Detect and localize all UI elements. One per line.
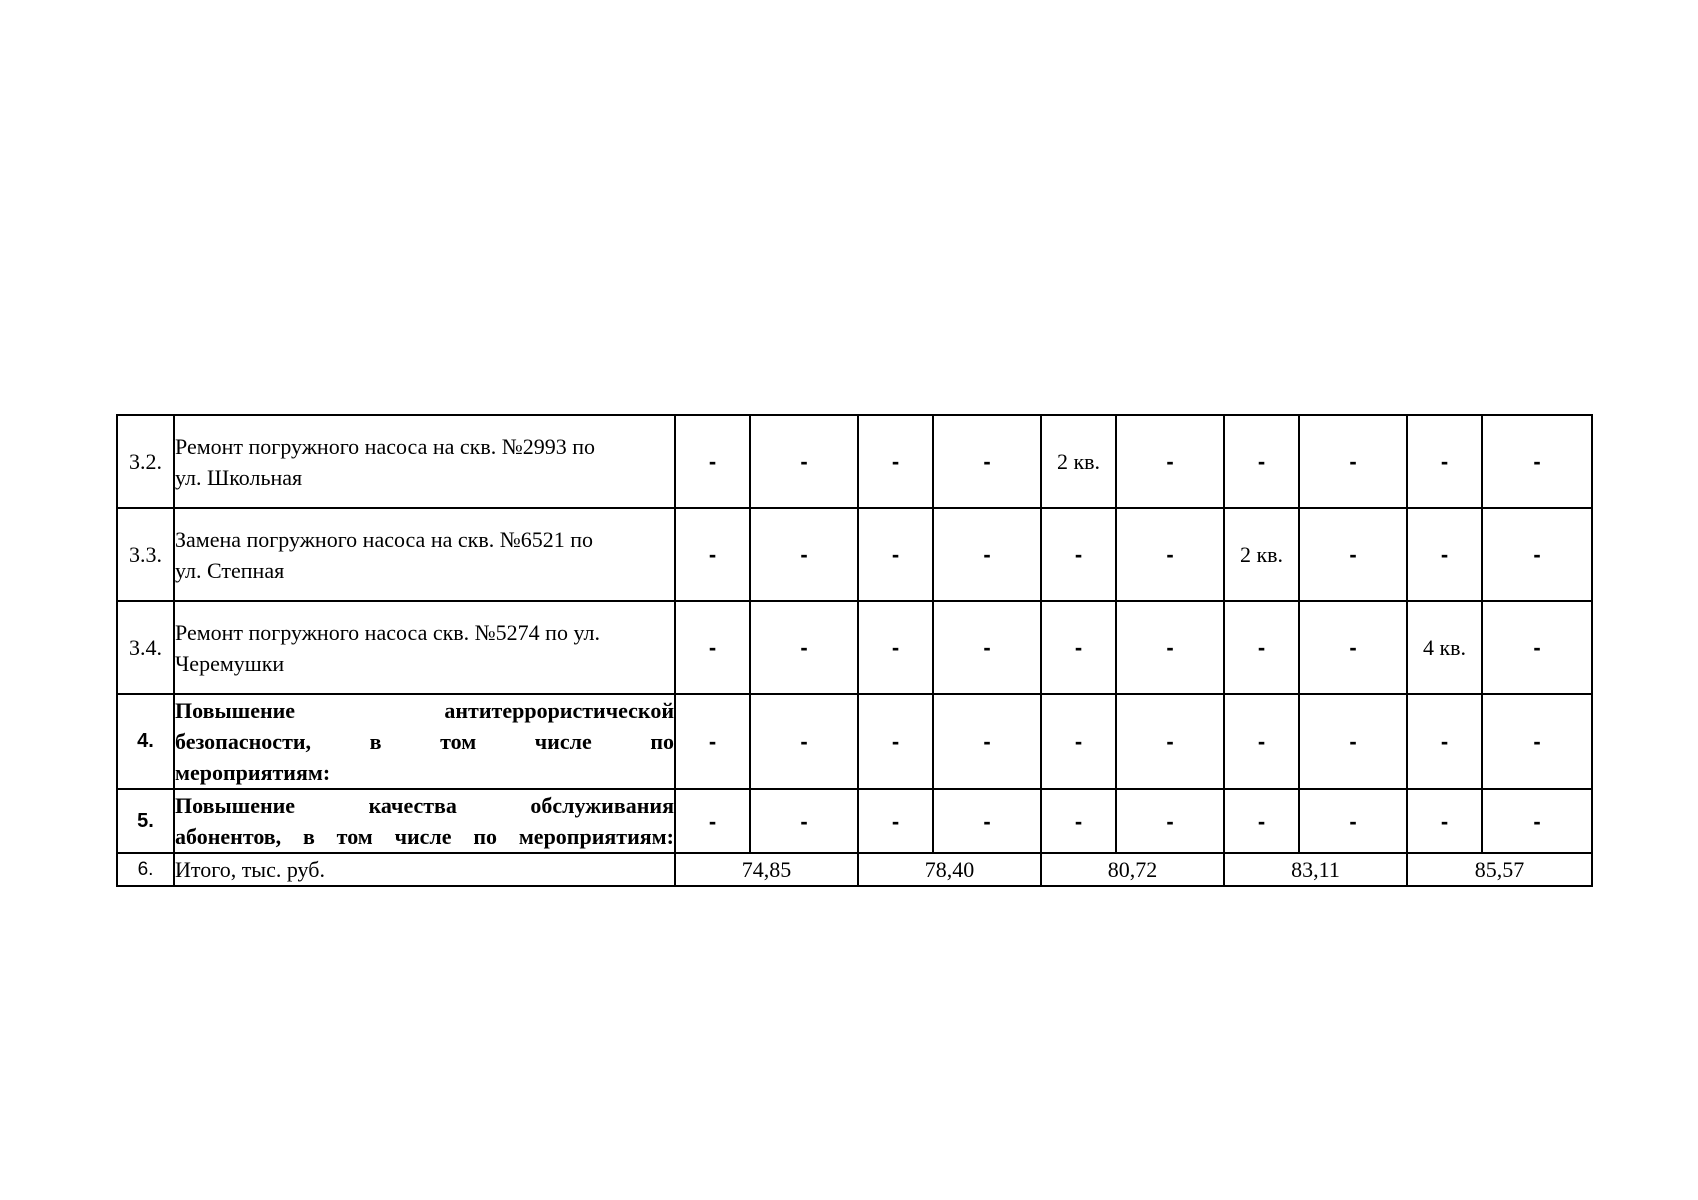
row-number: 4. bbox=[117, 694, 174, 789]
table-cell: - bbox=[1116, 601, 1224, 694]
table-cell: - bbox=[933, 789, 1041, 853]
table-cell: - bbox=[750, 415, 858, 508]
row-number: 6. bbox=[117, 853, 174, 886]
total-value: 80,72 bbox=[1041, 853, 1224, 886]
table-cell: - bbox=[1224, 789, 1299, 853]
table-row bbox=[117, 508, 1592, 601]
table-cell: - bbox=[675, 508, 750, 601]
total-value: 78,40 bbox=[858, 853, 1041, 886]
table-cell: - bbox=[675, 601, 750, 694]
table-cell: - bbox=[1482, 415, 1592, 508]
total-value: 85,57 bbox=[1407, 853, 1592, 886]
table-cell: - bbox=[1482, 694, 1592, 789]
description-line: абонентов, в том числе по мероприятиям: bbox=[175, 824, 674, 849]
table-cell: - bbox=[1407, 789, 1482, 853]
table-cell: - bbox=[750, 694, 858, 789]
row-number: 3.2. bbox=[117, 415, 174, 508]
table-cell: - bbox=[933, 508, 1041, 601]
table-cell: - bbox=[858, 789, 933, 853]
table-cell: - bbox=[1407, 694, 1482, 789]
table-cell: - bbox=[933, 601, 1041, 694]
table-cell: - bbox=[675, 415, 750, 508]
table-cell: - bbox=[1224, 601, 1299, 694]
row-description bbox=[174, 789, 675, 853]
description-line: Ремонт погружного насоса на скв. №2993 по bbox=[175, 433, 595, 459]
total-value: 83,11 bbox=[1224, 853, 1407, 886]
table-cell: - bbox=[675, 789, 750, 853]
table-cell: - bbox=[1482, 508, 1592, 601]
table-cell: - bbox=[1407, 508, 1482, 601]
table-cell: - bbox=[933, 415, 1041, 508]
description-line: Черемушки bbox=[175, 650, 285, 676]
table-cell: 2 кв. bbox=[1041, 415, 1116, 508]
table-cell: - bbox=[1041, 694, 1116, 789]
table-cell: - bbox=[1116, 789, 1224, 853]
table-cell: - bbox=[1224, 694, 1299, 789]
table-cell: 2 кв. bbox=[1224, 508, 1299, 601]
table-cell: - bbox=[1116, 694, 1224, 789]
table-row bbox=[117, 415, 1592, 508]
description-line: ул. Школьная bbox=[175, 464, 303, 490]
table-cell: - bbox=[858, 601, 933, 694]
description-line: Ремонт погружного насоса скв. №5274 по ул. bbox=[175, 619, 600, 645]
table-cell: - bbox=[1041, 789, 1116, 853]
table-row bbox=[117, 601, 1592, 694]
table-cell: - bbox=[1041, 601, 1116, 694]
total-value: 74,85 bbox=[675, 853, 858, 886]
table-cell: - bbox=[1299, 508, 1407, 601]
table-cell: - bbox=[1116, 415, 1224, 508]
table-cell: - bbox=[1224, 415, 1299, 508]
description-line: безопасности, в том числе по bbox=[175, 729, 674, 754]
total-row bbox=[117, 853, 1592, 886]
row-number: 5. bbox=[117, 789, 174, 853]
table-cell: - bbox=[675, 694, 750, 789]
table-cell: - bbox=[1299, 789, 1407, 853]
row-description bbox=[174, 601, 675, 694]
measures-table bbox=[116, 414, 1593, 887]
row-number: 3.3. bbox=[117, 508, 174, 601]
table-cell: - bbox=[750, 789, 858, 853]
description-line: Замена погружного насоса на скв. №6521 по bbox=[175, 526, 593, 552]
table-cell: 4 кв. bbox=[1407, 601, 1482, 694]
table-cell: - bbox=[1482, 601, 1592, 694]
row-description bbox=[174, 694, 675, 789]
row-number: 3.4. bbox=[117, 601, 174, 694]
description-line: Повышение антитеррористической bbox=[175, 698, 674, 723]
total-label: Итого, тыс. руб. bbox=[174, 853, 675, 886]
table-cell: - bbox=[858, 508, 933, 601]
table-cell: - bbox=[1482, 789, 1592, 853]
table-cell: - bbox=[1299, 694, 1407, 789]
table-cell: - bbox=[1041, 508, 1116, 601]
table-cell: - bbox=[858, 694, 933, 789]
table-cell: - bbox=[1407, 415, 1482, 508]
table-cell: - bbox=[750, 601, 858, 694]
table-cell: - bbox=[933, 694, 1041, 789]
description-line: ул. Степная bbox=[175, 557, 285, 583]
table-cell: - bbox=[1299, 601, 1407, 694]
row-description bbox=[174, 415, 675, 508]
table-cell: - bbox=[858, 415, 933, 508]
table-cell: - bbox=[1116, 508, 1224, 601]
table-row bbox=[117, 789, 1592, 853]
table-cell: - bbox=[750, 508, 858, 601]
row-description bbox=[174, 508, 675, 601]
description-line: Повышение качества обслуживания bbox=[175, 793, 674, 818]
description-line: мероприятиям: bbox=[175, 760, 331, 785]
table-row bbox=[117, 694, 1592, 789]
table-cell: - bbox=[1299, 415, 1407, 508]
